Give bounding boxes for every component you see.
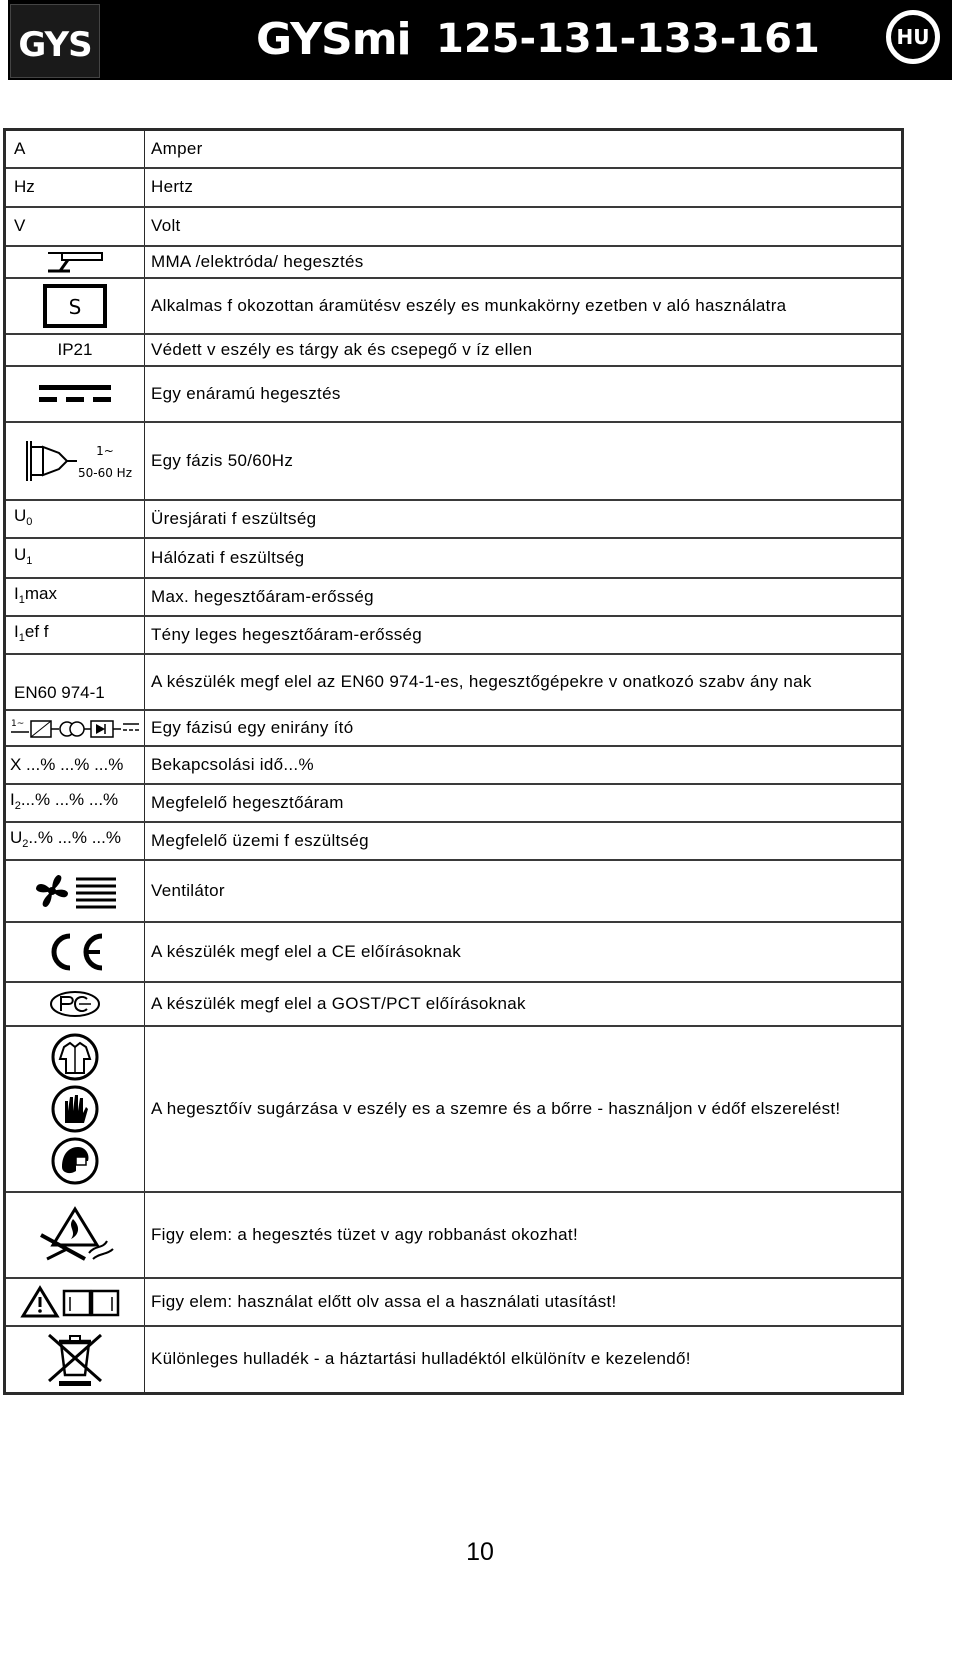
row-description: Üresjárati f eszültség <box>145 500 903 538</box>
gost-pct-mark-icon <box>6 989 144 1019</box>
protective-gloves-icon <box>48 1085 102 1133</box>
row-description: Egy enáramú hegesztés <box>145 366 903 422</box>
protective-equipment-icons <box>6 1033 144 1185</box>
fire-explosion-warning-icon <box>6 1205 144 1265</box>
model-title: 125-131-133-161 <box>436 16 820 62</box>
row-symbol: $I_1\max$ <box>5 578 145 616</box>
row-description: Ventilátor <box>145 860 903 922</box>
row-description: Megfelelő hegesztőáram <box>145 784 903 822</box>
svg-text:1~: 1~ <box>11 718 25 729</box>
row-symbol: X ...% ...% ...% <box>5 746 145 784</box>
row-description: Megfelelő üzemi f eszültség <box>145 822 903 860</box>
single-phase-plug-icon <box>6 433 144 489</box>
table-row <box>5 278 903 334</box>
row-description: Védett v eszély es tárgy ak és csepegő v íz ellen <box>145 334 903 366</box>
header-bar <box>8 0 952 80</box>
row-symbol: EN60 974-1 <box>5 654 145 710</box>
gys-logo-text: GYS <box>18 25 92 65</box>
table-row <box>5 1026 903 1192</box>
row-description: Különleges hulladék - a háztartási hulladéktól elkülönítv e kezelendő! <box>145 1326 903 1394</box>
table-row <box>5 1326 903 1394</box>
welding-mask-icon <box>48 1137 102 1185</box>
single-phase-rectifier-icon <box>6 716 144 740</box>
gys-logo <box>10 4 100 78</box>
row-symbol: $U_0$ <box>5 500 145 538</box>
row-description: Amper <box>145 130 903 168</box>
row-description: MMA /elektróda/ hegesztés <box>145 246 903 278</box>
table-row <box>5 860 903 922</box>
table-row <box>5 616 903 654</box>
row-description: Tény leges hegesztőáram-erősség <box>145 616 903 654</box>
row-description: Hálózati f eszültség <box>145 538 903 578</box>
row-description: A készülék megf elel a GOST/PCT előírásoknak <box>145 982 903 1026</box>
row-symbol: A <box>5 130 145 168</box>
row-description: Figy elem: a hegesztés tüzet v agy robbanást okozhat! <box>145 1192 903 1278</box>
table-row <box>5 246 903 278</box>
ce-mark-icon <box>6 930 144 974</box>
protective-clothing-icon <box>48 1033 102 1081</box>
gysmi-logo: GYSmi <box>256 14 411 65</box>
mma-electrode-icon <box>6 249 144 275</box>
table-row <box>5 654 903 710</box>
table-row <box>5 500 903 538</box>
row-symbol: $I_2...\%$ ...% ...% <box>5 784 145 822</box>
table-row <box>5 422 903 500</box>
table-row <box>5 784 903 822</box>
table-row <box>5 207 903 246</box>
table-row <box>5 710 903 746</box>
svg-text:S: S <box>68 294 82 319</box>
table-row <box>5 922 903 982</box>
svg-text:50-60 Hz: 50-60 Hz <box>77 465 133 480</box>
row-symbol: $U_2..\%$ ...% ...% <box>5 822 145 860</box>
table-row <box>5 334 903 366</box>
symbol-legend-table <box>3 128 904 1395</box>
row-description: Max. hegesztőáram-erősség <box>145 578 903 616</box>
table-row <box>5 822 903 860</box>
direct-current-icon <box>6 382 144 406</box>
page-number: 10 <box>466 1538 494 1566</box>
table-row <box>5 982 903 1026</box>
table-row <box>5 168 903 207</box>
table-row <box>5 538 903 578</box>
row-symbol: $U_1$ <box>5 538 145 578</box>
read-manual-warning-icon <box>6 1285 144 1319</box>
row-description: Egy fázis 50/60Hz <box>145 422 903 500</box>
table-row <box>5 1192 903 1278</box>
table-row <box>5 130 903 168</box>
table-row <box>5 746 903 784</box>
row-description: Alkalmas f okozottan áramütésv eszély es munkakörny ezetben v aló használatra <box>145 278 903 334</box>
row-description: Figy elem: használat előtt olv assa el a használati utasítást! <box>145 1278 903 1326</box>
fan-icon <box>6 871 144 911</box>
row-description: A készülék megf elel a CE előírásoknak <box>145 922 903 982</box>
country-badge: HU <box>886 10 940 64</box>
row-symbol: Hz <box>5 168 145 207</box>
table-row <box>5 1278 903 1326</box>
row-symbol: $I_1ef$ f <box>5 616 145 654</box>
row-description: Hertz <box>145 168 903 207</box>
row-description: Volt <box>145 207 903 246</box>
row-description: Egy fázisú egy enirány ító <box>145 710 903 746</box>
row-symbol: IP21 <box>5 334 145 366</box>
crossed-bin-icon <box>6 1331 144 1387</box>
table-row <box>5 366 903 422</box>
row-description: A készülék megf elel az EN60 974-1-es, hegesztőgépekre v onatkozó szabv ány nak <box>145 654 903 710</box>
row-symbol: V <box>5 207 145 246</box>
row-description: A hegesztőív sugárzása v eszély es a szemre és a bőrre - használjon v édőf elszerelést! <box>145 1026 903 1192</box>
row-description: Bekapcsolási idő...% <box>145 746 903 784</box>
s-mark-icon <box>6 283 144 329</box>
svg-text:1~: 1~ <box>96 443 114 458</box>
table-row <box>5 578 903 616</box>
